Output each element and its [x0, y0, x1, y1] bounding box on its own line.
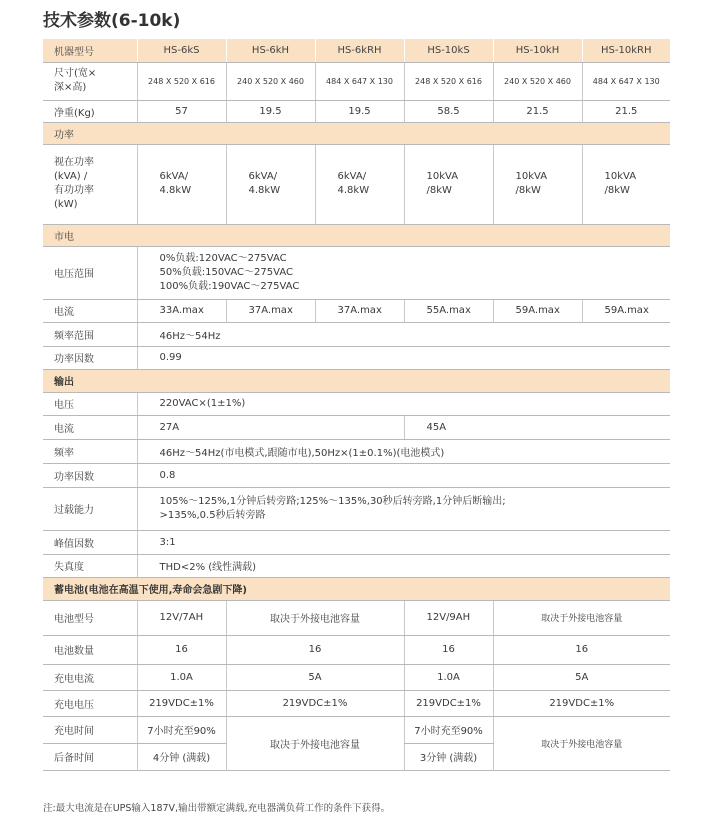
dims-row — [43, 62, 670, 100]
cell: 55A.max — [404, 299, 493, 322]
cell: 59A.max — [582, 299, 670, 322]
power-row — [43, 144, 670, 224]
row-label: 充电电压 — [43, 690, 137, 716]
cell: 12V/9AH — [404, 600, 493, 635]
thd-row — [43, 554, 670, 577]
cell: 19.5 — [226, 100, 315, 122]
row-label: 电压范围 — [43, 246, 137, 299]
cell: 4分钟 (满载) — [137, 743, 226, 770]
cell: 取决于外接电池容量 — [226, 600, 404, 635]
section-output — [43, 369, 670, 392]
cell: 16 — [226, 635, 404, 664]
row-label: 视在功率 (kVA) / 有功功率 (kW) — [43, 144, 137, 224]
crest-row — [43, 530, 670, 554]
section-title: 市电 — [43, 224, 670, 246]
out-freq-row — [43, 439, 670, 463]
header-col: HS-6kH — [226, 39, 315, 62]
cell: 16 — [493, 635, 670, 664]
cell: 1.0A — [404, 664, 493, 690]
row-label: 频率范围 — [43, 322, 137, 346]
cell: 10kVA /8kW — [493, 144, 582, 224]
cell: 取决于外接电池容量 — [226, 716, 404, 770]
row-label: 后备时间 — [43, 743, 137, 770]
row-label: 过载能力 — [43, 487, 137, 530]
cell: 484 X 647 X 130 — [315, 62, 404, 100]
cell: 59A.max — [493, 299, 582, 322]
header-model: 机器型号 — [43, 39, 137, 62]
row-label: 峰值因数 — [43, 530, 137, 554]
cell: 57 — [137, 100, 226, 122]
section-mains — [43, 224, 670, 246]
cell: 37A.max — [226, 299, 315, 322]
row-label: 功率因数 — [43, 346, 137, 369]
cell: 取决于外接电池容量 — [493, 600, 670, 635]
batt-count-row — [43, 635, 670, 664]
cell: 取决于外接电池容量 — [493, 716, 670, 770]
cell: 0.99 — [137, 346, 670, 369]
cell: 3:1 — [137, 530, 670, 554]
spec-table — [43, 39, 670, 771]
batt-type-row — [43, 600, 670, 635]
row-label: 充电时间 — [43, 716, 137, 743]
charge-time-row — [43, 716, 670, 743]
cell: 27A — [137, 415, 404, 439]
row-label: 电池型号 — [43, 600, 137, 635]
cell: 1.0A — [137, 664, 226, 690]
cell: 0%负载:120VAC～275VAC 50%负载:150VAC～275VAC 100%负载:190VAC～275VAC — [137, 246, 670, 299]
cell: 6kVA/ 4.8kW — [137, 144, 226, 224]
cell: 10kVA /8kW — [582, 144, 670, 224]
cell: 21.5 — [493, 100, 582, 122]
cell: 7小时充至90% — [404, 716, 493, 743]
cell: 16 — [137, 635, 226, 664]
cell: 6kVA/ 4.8kW — [226, 144, 315, 224]
cell: 5A — [493, 664, 670, 690]
cell: 220VAC×(1±1%) — [137, 392, 670, 415]
row-label: 电流 — [43, 415, 137, 439]
cell: 219VDC±1% — [493, 690, 670, 716]
cell: 33A.max — [137, 299, 226, 322]
overload-row — [43, 487, 670, 530]
cell: 37A.max — [315, 299, 404, 322]
freq-range-row — [43, 322, 670, 346]
row-label: 充电电流 — [43, 664, 137, 690]
header-col: HS-10kRH — [582, 39, 670, 62]
row-label: 尺寸(宽× 深×高) — [43, 62, 137, 100]
row-label: 功率因数 — [43, 463, 137, 487]
cell: 58.5 — [404, 100, 493, 122]
footnote: 注:最大电流是在UPS输入187V,输出带额定满载,充电器满负荷工作的条件下获得。 — [43, 803, 391, 814]
cell: 105%～125%,1分钟后转旁路;125%～135%,30秒后转旁路,1分钟后断输出; >135%,0.5秒后转旁路 — [137, 487, 670, 530]
page-title: 技术参数(6-10k) — [43, 11, 181, 31]
row-label: 电池数量 — [43, 635, 137, 664]
header-col: HS-6kS — [137, 39, 226, 62]
cell: 219VDC±1% — [404, 690, 493, 716]
header-row — [43, 39, 670, 62]
charge-voltage-row — [43, 690, 670, 716]
row-label: 电流 — [43, 299, 137, 322]
cell: 240 X 520 X 460 — [226, 62, 315, 100]
cell: 484 X 647 X 130 — [582, 62, 670, 100]
charge-current-row — [43, 664, 670, 690]
cell: 219VDC±1% — [137, 690, 226, 716]
cell: 219VDC±1% — [226, 690, 404, 716]
cell: 3分钟 (满载) — [404, 743, 493, 770]
cell: 45A — [404, 415, 670, 439]
out-voltage-row — [43, 392, 670, 415]
cell: 240 X 520 X 460 — [493, 62, 582, 100]
cell: 46Hz～54Hz(市电模式,跟随市电),50Hz×(1±0.1%)(电池模式) — [137, 439, 670, 463]
cell: 248 X 520 X 616 — [137, 62, 226, 100]
section-power — [43, 122, 670, 144]
mains-pf-row — [43, 346, 670, 369]
row-label: 净重(Kg) — [43, 100, 137, 122]
out-current-row — [43, 415, 670, 439]
cell: 16 — [404, 635, 493, 664]
cell: THD<2% (线性满载) — [137, 554, 670, 577]
section-title: 功率 — [43, 122, 670, 144]
row-label: 电压 — [43, 392, 137, 415]
cell: 6kVA/ 4.8kW — [315, 144, 404, 224]
mains-current-row — [43, 299, 670, 322]
cell: 10kVA /8kW — [404, 144, 493, 224]
cell: 5A — [226, 664, 404, 690]
header-col: HS-6kRH — [315, 39, 404, 62]
header-col: HS-10kS — [404, 39, 493, 62]
section-title: 蓄电池(电池在高温下使用,寿命会急剧下降) — [43, 577, 670, 600]
cell: 7小时充至90% — [137, 716, 226, 743]
cell: 46Hz～54Hz — [137, 322, 670, 346]
out-pf-row — [43, 463, 670, 487]
cell: 19.5 — [315, 100, 404, 122]
cell: 248 X 520 X 616 — [404, 62, 493, 100]
header-col: HS-10kH — [493, 39, 582, 62]
row-label: 失真度 — [43, 554, 137, 577]
cell: 0.8 — [137, 463, 670, 487]
cell: 12V/7AH — [137, 600, 226, 635]
section-title: 输出 — [43, 369, 670, 392]
row-label: 频率 — [43, 439, 137, 463]
cell: 21.5 — [582, 100, 670, 122]
section-battery — [43, 577, 670, 600]
voltage-range-row — [43, 246, 670, 299]
weight-row — [43, 100, 670, 122]
